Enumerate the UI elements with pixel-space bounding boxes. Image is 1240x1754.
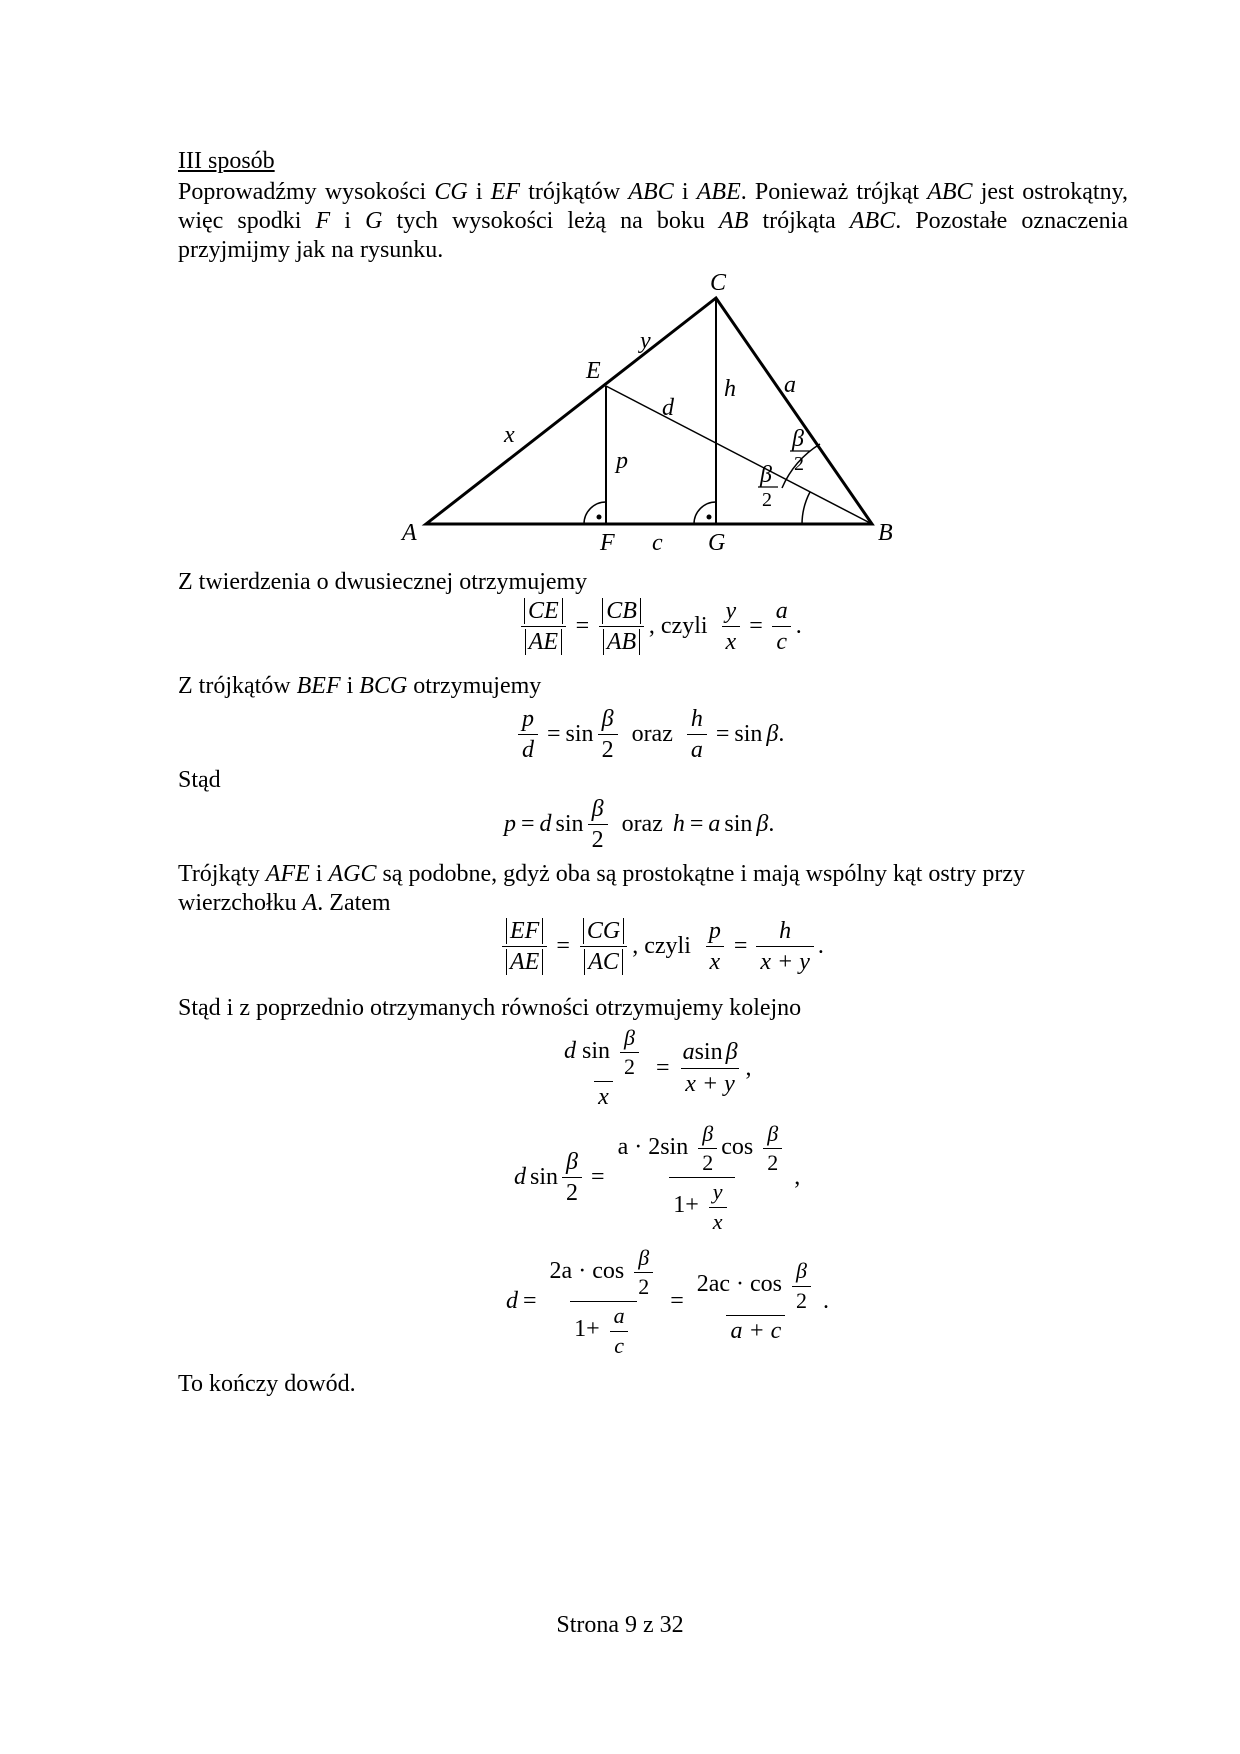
- intro-segment: i: [673, 179, 697, 205]
- label-x: x: [504, 422, 515, 448]
- equation-step-3: d = 2a · cos $\frac{\beta}{2}$ 1+ $\frac{a}{c}$ = 2ac · cos $\frac{\beta}{2}$ a + c .: [506, 1245, 830, 1358]
- intro-segment: F: [315, 208, 331, 234]
- intro-segment: ABE: [696, 179, 741, 205]
- intro-segment: i: [467, 179, 491, 205]
- intro-segment: EF: [490, 179, 521, 205]
- label-beta-lower: β: [760, 462, 772, 488]
- czyli-word: , czyli: [648, 613, 708, 640]
- label-e-vertex: E: [586, 358, 601, 384]
- intro-segment: AB: [719, 208, 749, 234]
- equation-similarity: $\frac{EF}{AE}$ = $\frac{CG}{AC}$ , czyli $\frac{p}{x}$ = $\frac{h}{x + y}$ .: [498, 918, 824, 976]
- right-angle-g: [694, 502, 716, 524]
- similar-segment: . Zatem: [317, 890, 391, 916]
- intro-segment: ABC: [927, 179, 973, 205]
- similar-segment: Trójkąty: [178, 861, 266, 887]
- label-b-vertex: B: [878, 520, 893, 546]
- label-h: h: [724, 376, 736, 402]
- label-a-vertex: A: [402, 520, 417, 546]
- seg-cb: CB: [602, 598, 641, 624]
- label-p: p: [616, 448, 628, 474]
- seg-ab: AB: [603, 629, 640, 655]
- triangle-figure: [390, 270, 910, 560]
- label-two-lower: 2: [762, 489, 772, 511]
- intro-segment: ABC: [849, 208, 896, 234]
- intro-segment: Poprowadźmy wysokości: [178, 179, 435, 205]
- equation-step-1: d sin $\frac{\beta}{2}$ x = $\frac{\text{asin β}}{x + y}$ ,: [564, 1025, 752, 1111]
- bisector-theorem-text: Z twierdzenia o dwusiecznej otrzymujemy: [178, 569, 588, 595]
- intro-segment: G: [365, 208, 383, 234]
- equation-bisector: $\frac{CE}{AE}$ = $\frac{CB}{AB}$ , czyli $\frac{y}{x}$ = $\frac{a}{c}$ .: [516, 598, 802, 656]
- right-angle-dot-f: [597, 515, 602, 520]
- label-a-side: a: [784, 372, 796, 398]
- label-f-point: F: [600, 530, 615, 556]
- intro-segment: i: [330, 208, 366, 234]
- angle-arc-inner: [802, 492, 810, 524]
- intro-segment: trójkąta: [748, 208, 850, 234]
- right-angle-f: [584, 502, 606, 524]
- consecutive-text: Stąd i z poprzednio otrzymanych równości otrzymujemy kolejno: [178, 995, 802, 1021]
- label-g-point: G: [708, 530, 726, 556]
- stad-text: Stąd: [178, 767, 221, 793]
- label-beta-upper: β: [792, 426, 804, 452]
- similar-segment: A: [302, 890, 318, 916]
- intro-paragraph: [178, 178, 1128, 265]
- label-d: d: [662, 395, 674, 421]
- equation-sines: $\frac{p}{d}$ = sin $\frac{\beta}{2}$ oraz $\frac{h}{a}$ = sin β .: [514, 706, 784, 764]
- seg-ae: AE: [525, 629, 562, 655]
- seg-ce: CE: [524, 598, 563, 624]
- equation-p-h: p = d sin $\frac{\beta}{2}$ oraz h = a sin β .: [504, 796, 775, 854]
- similar-segment: i: [309, 861, 329, 887]
- label-two-upper: 2: [794, 453, 804, 475]
- section-heading: III sposób: [178, 148, 275, 174]
- intro-segment: tych wysokości leżą na boku: [382, 208, 720, 234]
- equation-step-2: d sin $\frac{\beta}{2}$ = a · 2sin $\frac{\beta}{2}$ cos $\frac{\beta}{2}$ 1+ $\frac{y}{x}$ ,: [514, 1121, 801, 1234]
- intro-segment: trójkątów: [520, 179, 629, 205]
- label-c-side: c: [652, 530, 663, 556]
- intro-segment: . Ponieważ trójkąt: [740, 179, 928, 205]
- similar-segment: AFE: [265, 861, 310, 887]
- bisector-be: [606, 386, 872, 524]
- similar-triangles-text: [178, 860, 1078, 918]
- page-number: Strona 9 z 32: [556, 1612, 684, 1638]
- conclusion-text: To kończy dowód.: [178, 1371, 356, 1397]
- label-y: y: [640, 328, 651, 354]
- right-angle-dot-g: [707, 515, 712, 520]
- similar-segment: AGC: [328, 861, 377, 887]
- label-c-vertex: C: [710, 270, 727, 296]
- similar-segment: są podobne, gdyż oba są prostokątne i mają wspólny kąt ostry przy wierzchołku: [178, 861, 1025, 916]
- triangles-text: Z trójkątów BEF i BCG otrzymujemy: [178, 673, 542, 699]
- intro-segment: CG: [434, 179, 468, 205]
- intro-segment: jest ostrokątny, więc spodki: [178, 179, 1129, 234]
- intro-segment: ABC: [628, 179, 674, 205]
- intro-segment: . Pozostałe oznaczenia przyjmijmy jak na rysunku.: [178, 208, 1128, 263]
